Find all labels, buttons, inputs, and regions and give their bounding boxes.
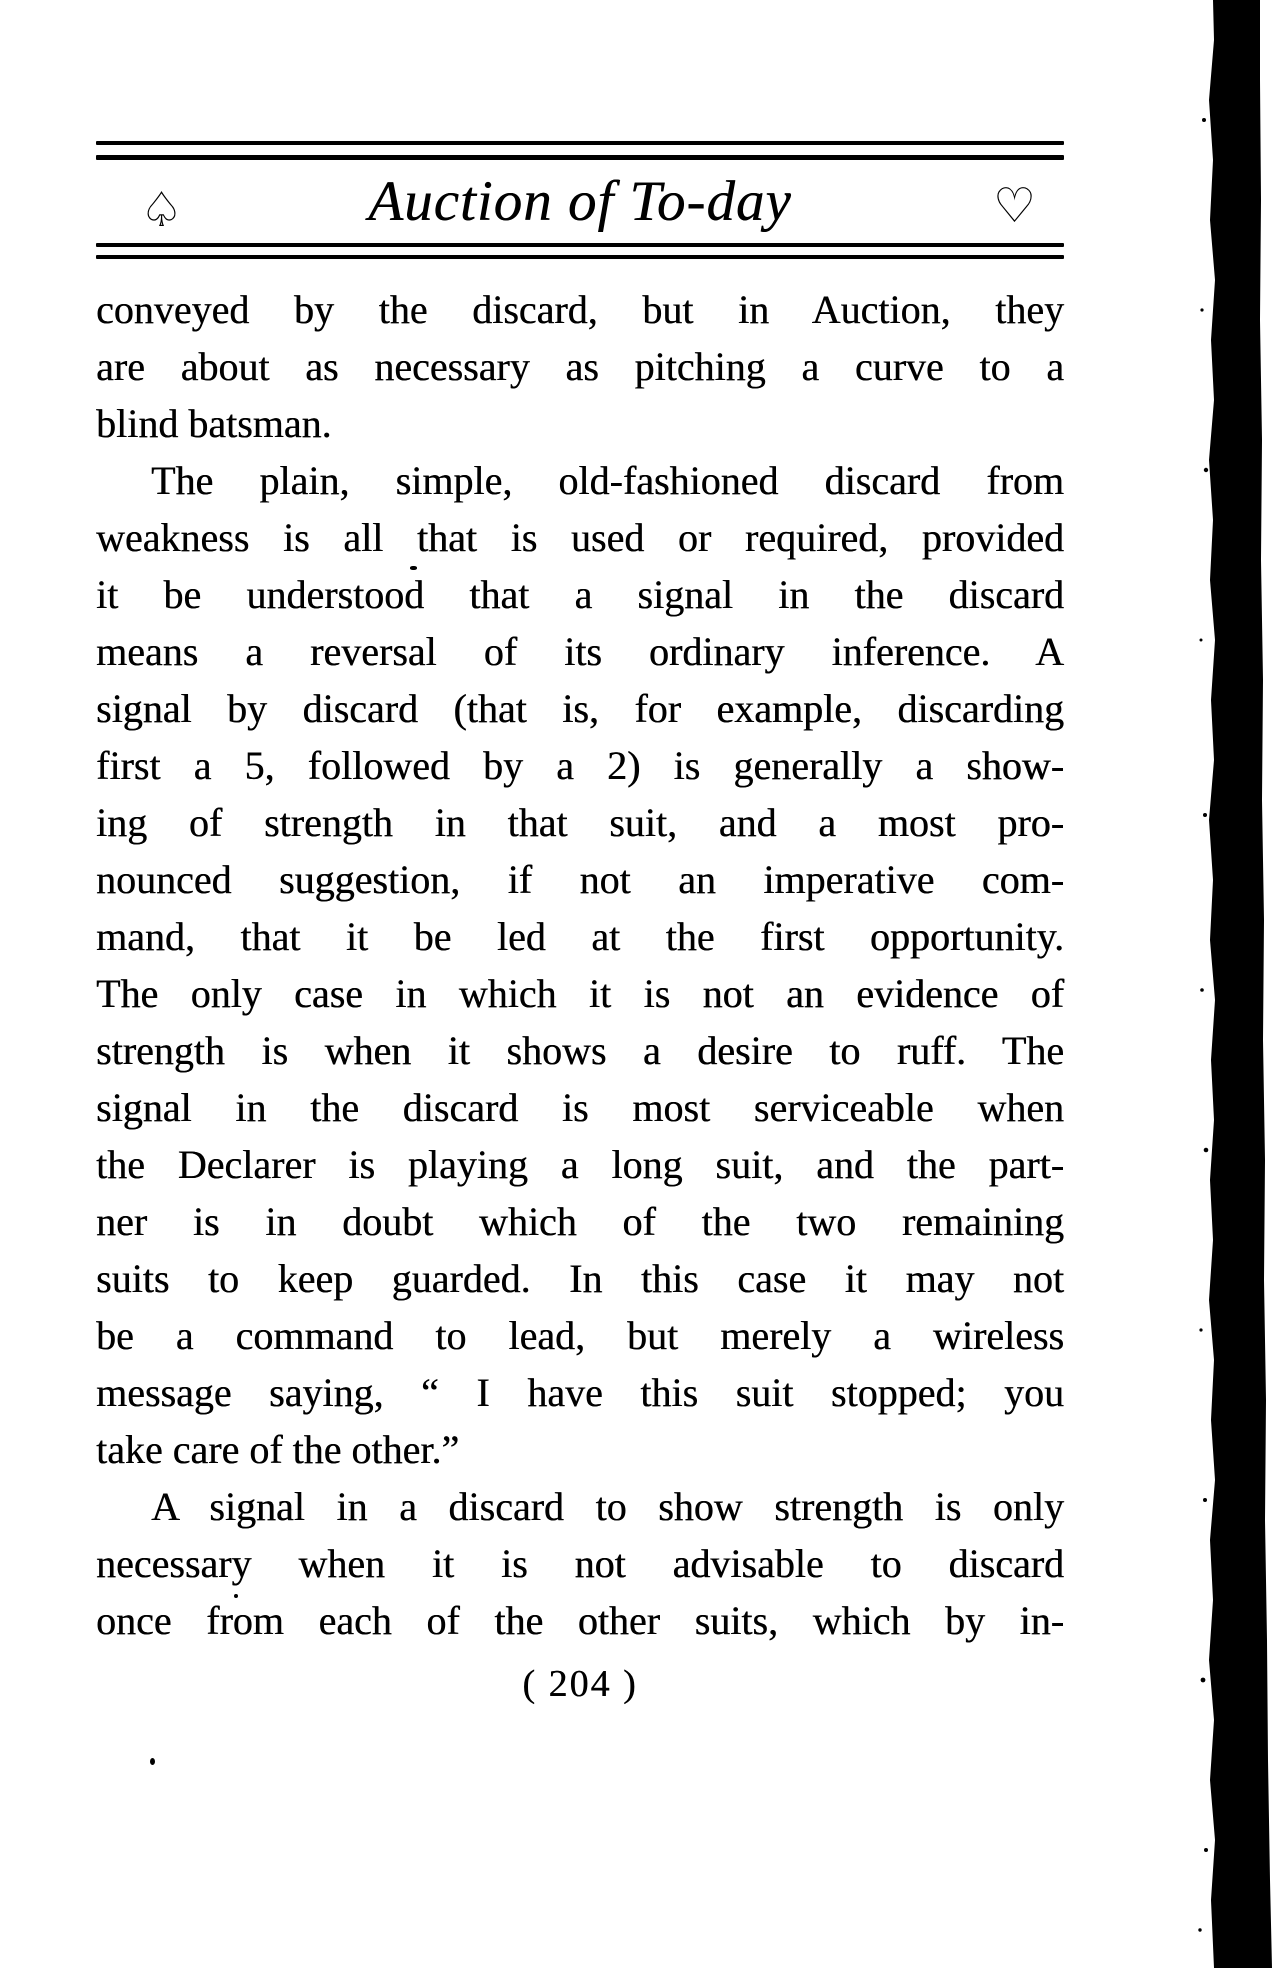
ink-speck bbox=[410, 566, 417, 570]
heart-suit-icon: ♡ bbox=[992, 178, 1036, 234]
text-line: message saying, “ I have this suit stopped; you bbox=[96, 1370, 1064, 1415]
spade-suit-icon: ♤ bbox=[140, 182, 184, 238]
header-rule-bottom-thick bbox=[96, 243, 1064, 247]
text-line: weakness is all that is used or required, provided bbox=[96, 515, 1064, 560]
text-line: nounced suggestion, if not an imperative com- bbox=[96, 857, 1064, 902]
text-line: it be understood that a signal in the discard bbox=[96, 572, 1064, 617]
text-line: the Declarer is playing a long suit, and the part- bbox=[96, 1142, 1064, 1187]
text-line: suits to keep guarded. In this case it may not bbox=[96, 1256, 1064, 1301]
text-line: once from each of the other suits, which by in- bbox=[96, 1598, 1064, 1643]
header-row bbox=[96, 160, 1064, 243]
text-column bbox=[96, 0, 1064, 1709]
text-line: blind batsman. bbox=[96, 401, 332, 446]
text-line: take care of the other.” bbox=[96, 1427, 460, 1472]
page-number: ( 204 ) bbox=[522, 1663, 638, 1705]
text-line: signal in the discard is most serviceable when bbox=[96, 1085, 1064, 1130]
running-title: Auction of To-day bbox=[368, 170, 792, 233]
text-line: mand, that it be led at the first opportunity. bbox=[96, 914, 1064, 959]
text-line: signal by discard (that is, for example, discarding bbox=[96, 686, 1064, 731]
text-line: The only case in which it is not an evidence of bbox=[96, 971, 1064, 1016]
header-rule-bottom-thin bbox=[96, 255, 1064, 259]
text-line: conveyed by the discard, but in Auction, they bbox=[96, 287, 1064, 332]
text-line: necessary when it is not advisable to discard bbox=[96, 1541, 1064, 1586]
edge-speckles bbox=[1198, 118, 1208, 1932]
ink-speck bbox=[150, 1758, 155, 1765]
page-body bbox=[96, 281, 1064, 1709]
running-header bbox=[96, 141, 1064, 259]
text-line: are about as necessary as pitching a curve to a bbox=[96, 344, 1064, 389]
text-line: ner is in doubt which of the two remaining bbox=[96, 1199, 1064, 1244]
ink-speck bbox=[234, 1594, 238, 1598]
text-line: ing of strength in that suit, and a most pro- bbox=[96, 800, 1064, 845]
text-line: strength is when it shows a desire to ruff. The bbox=[96, 1028, 1064, 1073]
text-line: first a 5, followed by a 2) is generally a show- bbox=[96, 743, 1064, 788]
text-line: The plain, simple, old-fashioned discard from bbox=[151, 458, 1064, 503]
text-line: means a reversal of its ordinary inference. A bbox=[96, 629, 1064, 674]
text-line: A signal in a discard to show strength is only bbox=[151, 1484, 1064, 1529]
text-line: be a command to lead, but merely a wireless bbox=[96, 1313, 1064, 1358]
scanned-edge-band bbox=[1198, 0, 1278, 1968]
header-rule-top-thick bbox=[96, 141, 1064, 145]
